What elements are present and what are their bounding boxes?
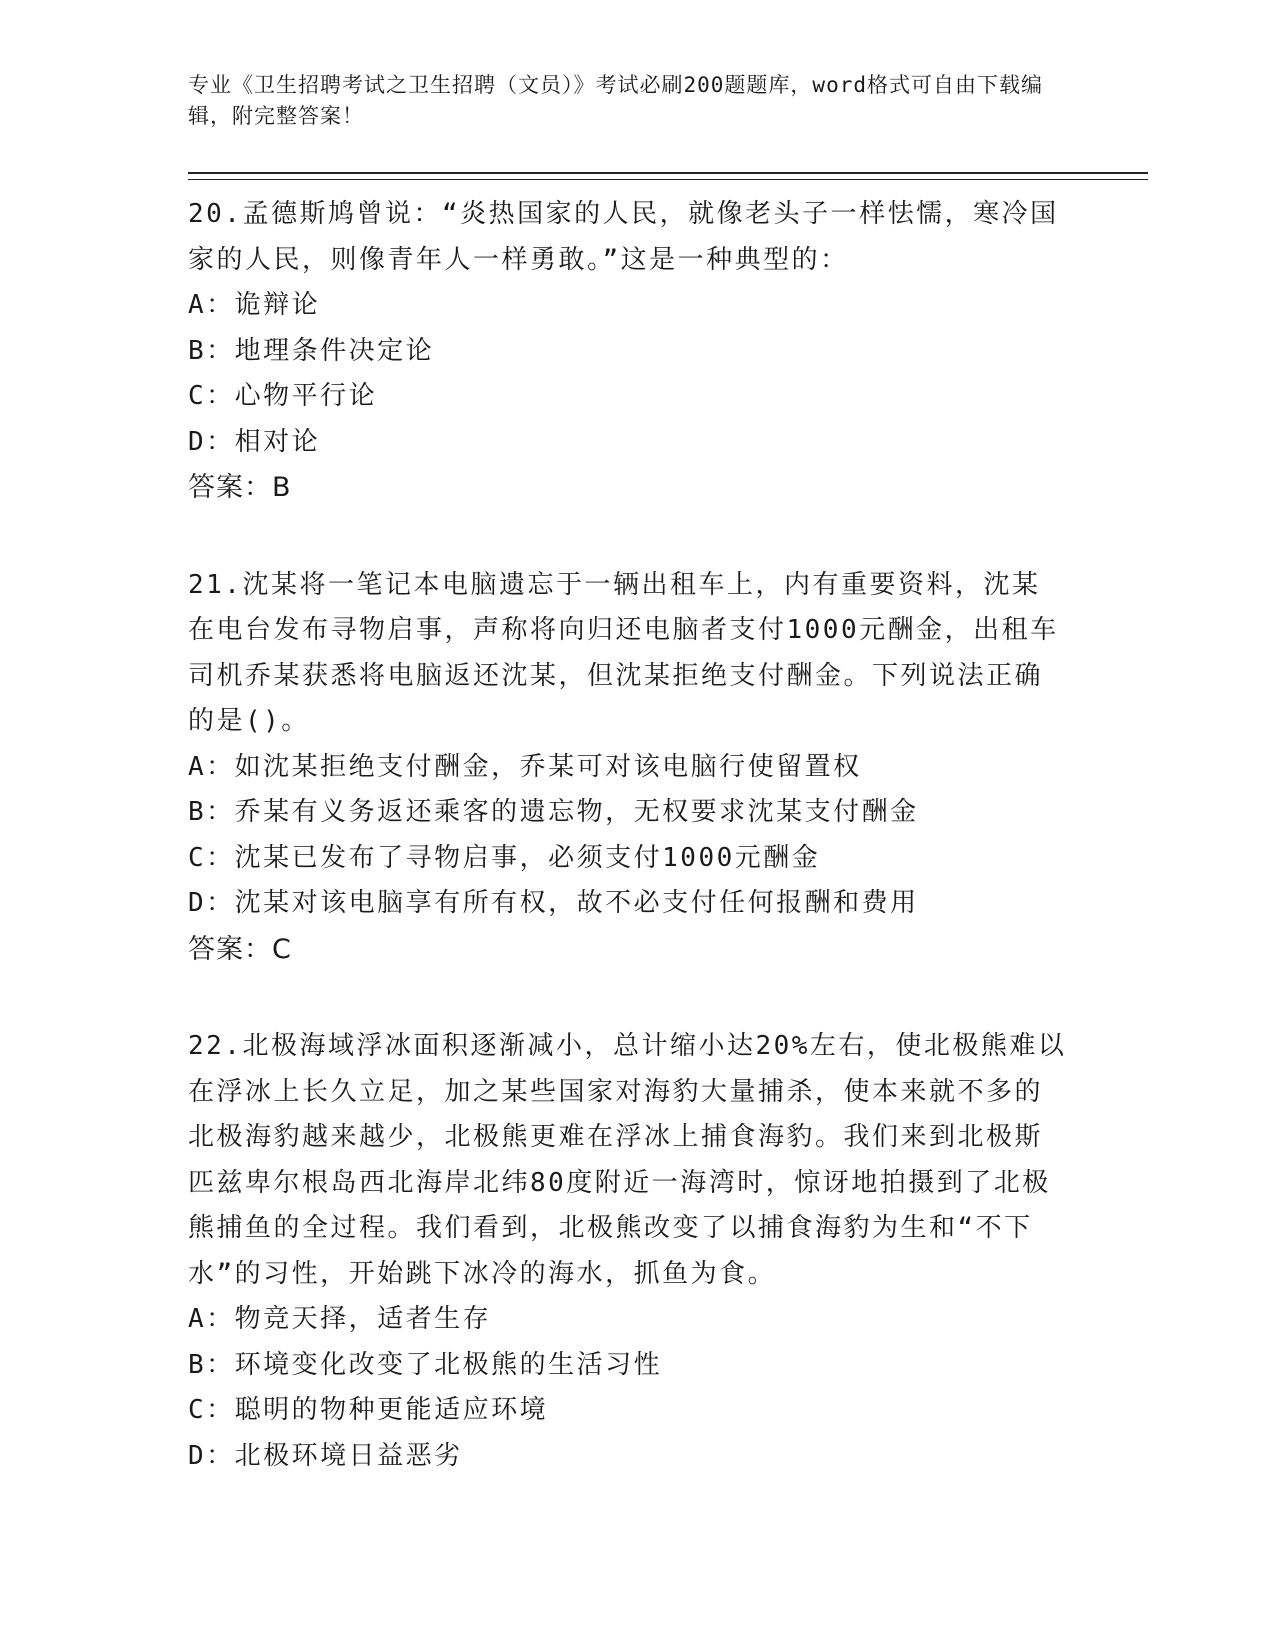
option-d: D：沈某对该电脑享有所有权，故不必支付任何报酬和费用: [188, 888, 919, 918]
question-21: [188, 563, 1148, 973]
option-c: C：聪明的物种更能适应环境: [188, 1395, 549, 1425]
question-20: [188, 192, 1148, 511]
header-divider: [188, 172, 1148, 180]
document-page: [188, 70, 1148, 1479]
option-d: D：北极环境日益恶劣: [188, 1440, 463, 1471]
option-b: B：地理条件决定论: [188, 335, 435, 366]
answer-line: 答案：B: [188, 472, 292, 503]
option-a: A：如沈某拒绝支付酬金，乔某可对该电脑行使留置权: [188, 751, 862, 782]
option-b: B：环境变化改变了北极熊的生活习性: [188, 1349, 663, 1380]
option-c: C：沈某已发布了寻物启事，必须支付1000元酬金: [188, 842, 821, 873]
document-header: 专业《卫生招聘考试之卫生招聘（文员）》考试必刷200题题库，word格式可自由下载编辑，附完整答案！: [188, 73, 1043, 128]
question-stem: 20.孟德斯鸠曾说：“炎热国家的人民，就像老头子一样怯懦，寒冷国家的人民，则像青年人一样勇敢。”这是一种典型的：: [188, 199, 1059, 275]
question-22: [188, 1024, 1148, 1479]
option-c: C：心物平行论: [188, 381, 378, 411]
option-a: A：物竞天择，适者生存: [188, 1304, 492, 1334]
question-stem: 22.北极海域浮冰面积逐渐减小，总计缩小达20%左右，使北极熊难以在浮冰上长久立足，加之某些国家对海豹大量捕杀，使本来就不多的北极海豹越来越少，北极熊更难在浮冰上捕食海豹。我们来到北极斯匹兹卑尔根岛西北海岸北纬80度附近一海湾时，惊讶地拍摄到了北极熊捕鱼的全过程。我们看到，北极熊改变了以捕食海豹为生和“不下水”的习性，开始跳下冰冷的海水，抓鱼为食。: [188, 1031, 1067, 1289]
answer-line: 答案：C: [188, 933, 292, 965]
option-a: A：诡辩论: [188, 290, 321, 320]
option-d: D：相对论: [188, 426, 321, 457]
question-stem: 21.沈某将一笔记本电脑遗忘于一辆出租车上，内有重要资料，沈某在电台发布寻物启事，声称将向归还电脑者支付1000元酬金，出租车司机乔某获悉将电脑返还沈某，但沈某拒绝支付酬金。下列说法正确的是()。: [188, 569, 1059, 736]
option-b: B：乔某有义务返还乘客的遗忘物，无权要求沈某支付酬金: [188, 797, 919, 827]
